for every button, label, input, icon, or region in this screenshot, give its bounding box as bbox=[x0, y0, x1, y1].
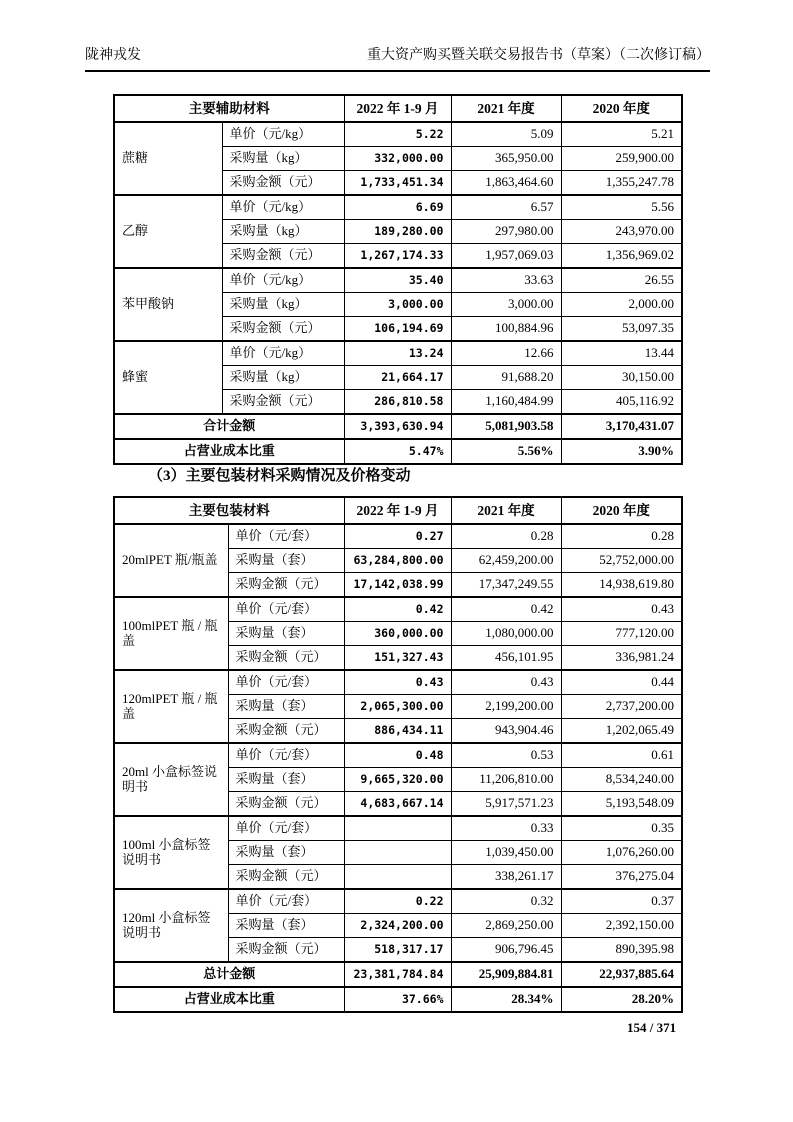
value-2020: 0.44 bbox=[561, 670, 682, 695]
value-2020: 1,076,260.00 bbox=[561, 841, 682, 865]
metric-label: 单价（元/kg） bbox=[222, 268, 344, 293]
metric-label: 单价（元/套） bbox=[228, 670, 344, 695]
value-2021: 91,688.20 bbox=[451, 366, 561, 390]
value-2021: 338,261.17 bbox=[451, 865, 561, 890]
value-2021: 365,950.00 bbox=[451, 147, 561, 171]
metric-label: 采购量（kg） bbox=[222, 366, 344, 390]
metric-label: 单价（元/套） bbox=[228, 816, 344, 841]
running-header bbox=[85, 48, 710, 72]
material-name: 120ml 小盒标签说明书 bbox=[114, 889, 228, 962]
material-name: 苯甲酸钠 bbox=[114, 268, 222, 341]
value-2021: 0.32 bbox=[451, 889, 561, 914]
column-header-2022: 2022 年 1-9 月 bbox=[344, 95, 451, 122]
value-2021: 906,796.45 bbox=[451, 938, 561, 963]
value-2020: 2,392,150.00 bbox=[561, 914, 682, 938]
metric-label: 采购金额（元） bbox=[228, 573, 344, 598]
ratio-value-2020: 3.90% bbox=[561, 439, 682, 464]
column-header-material: 主要辅助材料 bbox=[114, 95, 344, 122]
metric-label: 单价（元/套） bbox=[228, 889, 344, 914]
value-2020: 0.28 bbox=[561, 524, 682, 549]
header-company-name: 陇神戎发 bbox=[85, 48, 141, 63]
value-2020: 53,097.35 bbox=[561, 317, 682, 342]
value-2022: 0.48 bbox=[344, 743, 451, 768]
value-2020: 405,116.92 bbox=[561, 390, 682, 415]
metric-label: 采购金额（元） bbox=[228, 938, 344, 963]
header-report-title: 重大资产购买暨关联交易报告书（草案）（二次修订稿） bbox=[367, 48, 710, 63]
value-2022: 0.27 bbox=[344, 524, 451, 549]
value-2021: 297,980.00 bbox=[451, 220, 561, 244]
value-2021: 0.33 bbox=[451, 816, 561, 841]
value-2020: 2,000.00 bbox=[561, 293, 682, 317]
value-2020: 0.35 bbox=[561, 816, 682, 841]
value-2022: 0.42 bbox=[344, 597, 451, 622]
value-2022: 0.22 bbox=[344, 889, 451, 914]
value-2022: 0.43 bbox=[344, 670, 451, 695]
total-value-2020: 3,170,431.07 bbox=[561, 414, 682, 439]
value-2020: 0.61 bbox=[561, 743, 682, 768]
ratio-value-2022: 37.66% bbox=[344, 987, 451, 1012]
value-2022 bbox=[344, 816, 451, 841]
value-2020: 52,752,000.00 bbox=[561, 549, 682, 573]
total-value-2021: 25,909,884.81 bbox=[451, 962, 561, 987]
value-2020: 376,275.04 bbox=[561, 865, 682, 890]
metric-label: 单价（元/kg） bbox=[222, 195, 344, 220]
value-2022: 6.69 bbox=[344, 195, 451, 220]
cost-ratio-label: 占营业成本比重 bbox=[114, 439, 344, 464]
material-name: 蜂蜜 bbox=[114, 341, 222, 414]
total-value-2022: 3,393,630.94 bbox=[344, 414, 451, 439]
total-value-2020: 22,937,885.64 bbox=[561, 962, 682, 987]
material-name: 乙醇 bbox=[114, 195, 222, 268]
metric-label: 采购金额（元） bbox=[222, 317, 344, 342]
value-2021: 62,459,200.00 bbox=[451, 549, 561, 573]
page-number: 154 / 371 bbox=[627, 1020, 677, 1035]
value-2021: 456,101.95 bbox=[451, 646, 561, 671]
value-2020: 0.37 bbox=[561, 889, 682, 914]
value-2021: 0.28 bbox=[451, 524, 561, 549]
value-2021: 1,160,484.99 bbox=[451, 390, 561, 415]
metric-label: 采购金额（元） bbox=[222, 390, 344, 415]
metric-label: 采购金额（元） bbox=[228, 719, 344, 744]
total-label: 总计金额 bbox=[114, 962, 344, 987]
cost-ratio-row bbox=[114, 987, 682, 1012]
table-header-row bbox=[114, 497, 682, 524]
metric-label: 采购量（套） bbox=[228, 695, 344, 719]
value-2021: 5.09 bbox=[451, 122, 561, 147]
value-2020: 1,355,247.78 bbox=[561, 171, 682, 196]
column-header-2020: 2020 年度 bbox=[561, 95, 682, 122]
value-2020: 777,120.00 bbox=[561, 622, 682, 646]
metric-label: 采购量（套） bbox=[228, 841, 344, 865]
value-2022: 151,327.43 bbox=[344, 646, 451, 671]
cost-ratio-label: 占营业成本比重 bbox=[114, 987, 344, 1012]
section-title: （3）主要包装材料采购情况及价格变动 bbox=[148, 468, 411, 484]
total-row bbox=[114, 962, 682, 987]
table-row bbox=[114, 889, 682, 914]
material-name: 100ml 小盒标签说明书 bbox=[114, 816, 228, 889]
value-2020: 1,356,969.02 bbox=[561, 244, 682, 269]
value-2021: 943,904.46 bbox=[451, 719, 561, 744]
metric-label: 单价（元/套） bbox=[228, 743, 344, 768]
value-2021: 3,000.00 bbox=[451, 293, 561, 317]
metric-label: 采购金额（元） bbox=[228, 792, 344, 817]
table-row bbox=[114, 670, 682, 695]
value-2020: 30,150.00 bbox=[561, 366, 682, 390]
auxiliary-materials-table bbox=[113, 94, 683, 465]
value-2020: 13.44 bbox=[561, 341, 682, 366]
value-2022: 360,000.00 bbox=[344, 622, 451, 646]
value-2021: 0.53 bbox=[451, 743, 561, 768]
metric-label: 采购量（kg） bbox=[222, 220, 344, 244]
table-row bbox=[114, 597, 682, 622]
ratio-value-2022: 5.47% bbox=[344, 439, 451, 464]
value-2021: 2,199,200.00 bbox=[451, 695, 561, 719]
table-row bbox=[114, 195, 682, 220]
ratio-value-2021: 5.56% bbox=[451, 439, 561, 464]
material-name: 20ml 小盒标签说明书 bbox=[114, 743, 228, 816]
value-2020: 14,938,619.80 bbox=[561, 573, 682, 598]
value-2021: 17,347,249.55 bbox=[451, 573, 561, 598]
column-header-2022: 2022 年 1-9 月 bbox=[344, 497, 451, 524]
value-2021: 33.63 bbox=[451, 268, 561, 293]
value-2020: 5.56 bbox=[561, 195, 682, 220]
value-2020: 5.21 bbox=[561, 122, 682, 147]
table-header-row bbox=[114, 95, 682, 122]
value-2022: 332,000.00 bbox=[344, 147, 451, 171]
value-2022: 518,317.17 bbox=[344, 938, 451, 963]
metric-label: 单价（元/套） bbox=[228, 597, 344, 622]
value-2020: 2,737,200.00 bbox=[561, 695, 682, 719]
metric-label: 采购金额（元） bbox=[222, 171, 344, 196]
metric-label: 采购金额（元） bbox=[228, 646, 344, 671]
value-2022: 9,665,320.00 bbox=[344, 768, 451, 792]
ratio-value-2020: 28.20% bbox=[561, 987, 682, 1012]
value-2020: 890,395.98 bbox=[561, 938, 682, 963]
value-2021: 0.43 bbox=[451, 670, 561, 695]
table-row bbox=[114, 268, 682, 293]
value-2020: 1,202,065.49 bbox=[561, 719, 682, 744]
metric-label: 采购量（套） bbox=[228, 914, 344, 938]
value-2022: 35.40 bbox=[344, 268, 451, 293]
value-2022: 1,733,451.34 bbox=[344, 171, 451, 196]
metric-label: 单价（元/kg） bbox=[222, 122, 344, 147]
table-row bbox=[114, 524, 682, 549]
metric-label: 单价（元/kg） bbox=[222, 341, 344, 366]
metric-label: 采购量（套） bbox=[228, 622, 344, 646]
value-2021: 5,917,571.23 bbox=[451, 792, 561, 817]
value-2022: 3,000.00 bbox=[344, 293, 451, 317]
value-2020: 0.43 bbox=[561, 597, 682, 622]
cost-ratio-row bbox=[114, 439, 682, 464]
value-2022: 286,810.58 bbox=[344, 390, 451, 415]
column-header-2020: 2020 年度 bbox=[561, 497, 682, 524]
value-2020: 336,981.24 bbox=[561, 646, 682, 671]
value-2022: 2,324,200.00 bbox=[344, 914, 451, 938]
value-2021: 1,957,069.03 bbox=[451, 244, 561, 269]
value-2022 bbox=[344, 865, 451, 890]
value-2022: 21,664.17 bbox=[344, 366, 451, 390]
total-label: 合计金额 bbox=[114, 414, 344, 439]
value-2022: 1,267,174.33 bbox=[344, 244, 451, 269]
total-row bbox=[114, 414, 682, 439]
material-name: 20mlPET 瓶/瓶盖 bbox=[114, 524, 228, 597]
value-2022: 63,284,800.00 bbox=[344, 549, 451, 573]
metric-label: 采购量（套） bbox=[228, 768, 344, 792]
total-value-2021: 5,081,903.58 bbox=[451, 414, 561, 439]
metric-label: 采购金额（元） bbox=[222, 244, 344, 269]
metric-label: 单价（元/套） bbox=[228, 524, 344, 549]
metric-label: 采购量（kg） bbox=[222, 293, 344, 317]
metric-label: 采购量（kg） bbox=[222, 147, 344, 171]
value-2022 bbox=[344, 841, 451, 865]
column-header-2021: 2021 年度 bbox=[451, 95, 561, 122]
table-row bbox=[114, 122, 682, 147]
value-2022: 5.22 bbox=[344, 122, 451, 147]
column-header-2021: 2021 年度 bbox=[451, 497, 561, 524]
value-2022: 13.24 bbox=[344, 341, 451, 366]
value-2021: 1,080,000.00 bbox=[451, 622, 561, 646]
metric-label: 采购金额（元） bbox=[228, 865, 344, 890]
table-row bbox=[114, 743, 682, 768]
metric-label: 采购量（套） bbox=[228, 549, 344, 573]
value-2022: 17,142,038.99 bbox=[344, 573, 451, 598]
table-row bbox=[114, 341, 682, 366]
material-name: 蔗糖 bbox=[114, 122, 222, 195]
value-2021: 6.57 bbox=[451, 195, 561, 220]
value-2021: 1,863,464.60 bbox=[451, 171, 561, 196]
ratio-value-2021: 28.34% bbox=[451, 987, 561, 1012]
value-2021: 2,869,250.00 bbox=[451, 914, 561, 938]
total-value-2022: 23,381,784.84 bbox=[344, 962, 451, 987]
value-2020: 5,193,548.09 bbox=[561, 792, 682, 817]
value-2021: 100,884.96 bbox=[451, 317, 561, 342]
packaging-materials-table bbox=[113, 496, 683, 1013]
value-2021: 12.66 bbox=[451, 341, 561, 366]
value-2020: 259,900.00 bbox=[561, 147, 682, 171]
value-2022: 2,065,300.00 bbox=[344, 695, 451, 719]
value-2020: 243,970.00 bbox=[561, 220, 682, 244]
material-name: 100mlPET 瓶 / 瓶盖 bbox=[114, 597, 228, 670]
value-2022: 4,683,667.14 bbox=[344, 792, 451, 817]
value-2022: 886,434.11 bbox=[344, 719, 451, 744]
material-name: 120mlPET 瓶 / 瓶盖 bbox=[114, 670, 228, 743]
value-2020: 26.55 bbox=[561, 268, 682, 293]
value-2022: 189,280.00 bbox=[344, 220, 451, 244]
value-2021: 1,039,450.00 bbox=[451, 841, 561, 865]
value-2020: 8,534,240.00 bbox=[561, 768, 682, 792]
value-2021: 11,206,810.00 bbox=[451, 768, 561, 792]
table-row bbox=[114, 816, 682, 841]
column-header-material: 主要包装材料 bbox=[114, 497, 344, 524]
value-2022: 106,194.69 bbox=[344, 317, 451, 342]
value-2021: 0.42 bbox=[451, 597, 561, 622]
